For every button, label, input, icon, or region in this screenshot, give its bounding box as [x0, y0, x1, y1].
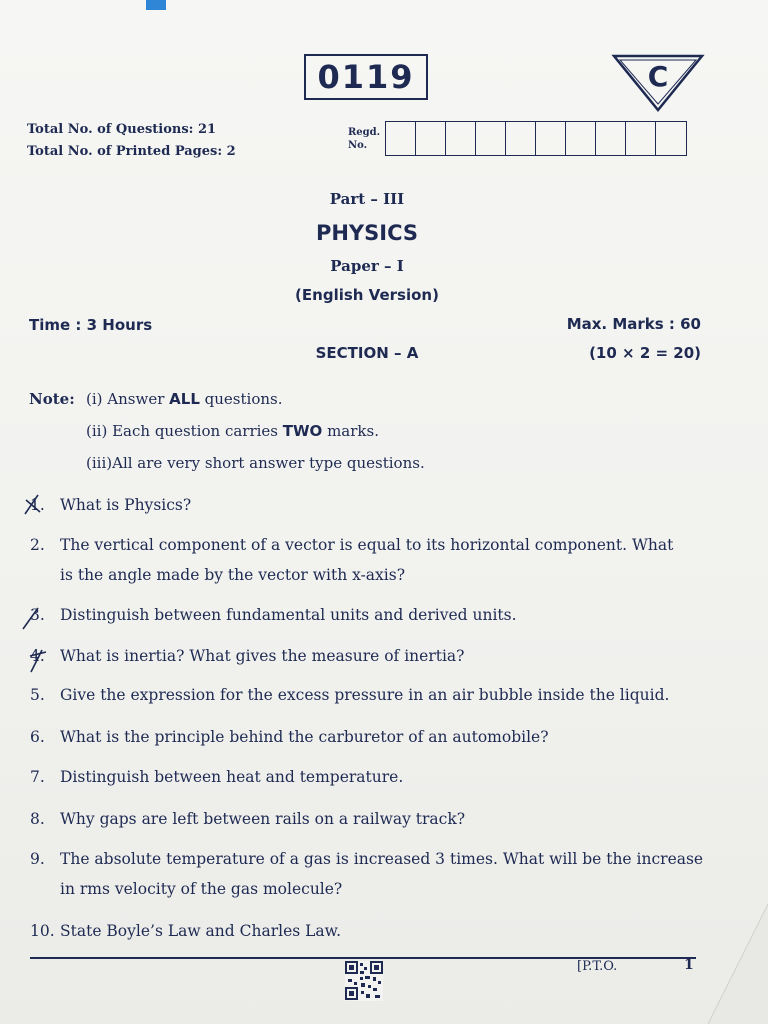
- section-heading: SECTION – A: [315, 344, 419, 362]
- series-triangle-icon: [610, 52, 706, 114]
- regd-number-boxes[interactable]: [385, 121, 687, 156]
- total-printed-pages: Total No. of Printed Pages: 2: [27, 144, 236, 159]
- question-number: 6.: [30, 728, 45, 746]
- question-number: 4.: [30, 647, 45, 665]
- note-item: [86, 390, 282, 408]
- question-item: [30, 762, 720, 792]
- question-text: Distinguish between fundamental units and derived units.: [60, 606, 517, 624]
- marks-allocation: (10 × 2 = 20): [589, 344, 701, 362]
- question-text-continued: in rms velocity of the gas molecule?: [60, 880, 343, 898]
- question-text: What is inertia? What gives the measure of inertia?: [60, 647, 465, 665]
- question-text: State Boyle’s Law and Charles Law.: [60, 922, 342, 940]
- series-letter: C: [647, 60, 669, 93]
- question-item: [30, 844, 720, 904]
- note-item-text-end: questions.: [199, 390, 283, 408]
- page-fold-corner: [678, 904, 768, 1024]
- note-item-emphasis: ALL: [169, 390, 200, 408]
- question-text: The vertical component of a vector is equal to its horizontal component. What: [60, 536, 674, 554]
- question-item: [30, 804, 720, 834]
- question-text: Why gaps are left between rails on a railway track?: [60, 810, 466, 828]
- question-text: What is Physics?: [60, 496, 192, 514]
- regd-digit-box[interactable]: [656, 122, 686, 155]
- note-label: Note:: [29, 390, 75, 408]
- regd-label-line2: No.: [348, 140, 368, 151]
- regd-digit-box[interactable]: [506, 122, 536, 155]
- paper-code: 0119: [317, 58, 415, 96]
- time-allowed: Time : 3 Hours: [29, 316, 153, 334]
- question-text: The absolute temperature of a gas is increased 3 times. What will be the increase: [60, 850, 704, 868]
- note-item-text: All are very short answer type questions.: [112, 454, 425, 472]
- question-number: 10.: [30, 922, 55, 940]
- paper-number: Paper – I: [330, 257, 404, 275]
- pen-tick-mark-icon: [20, 604, 44, 632]
- max-marks: Max. Marks : 60: [566, 315, 701, 333]
- regd-digit-box[interactable]: [596, 122, 626, 155]
- language-version: (English Version): [295, 286, 439, 304]
- total-questions: Total No. of Questions: 21: [27, 122, 217, 137]
- pto-marker: [P.T.O.: [577, 959, 618, 974]
- paper-code-box: [304, 54, 428, 100]
- pen-tick-mark-icon: [22, 492, 46, 518]
- question-number: 8.: [30, 810, 45, 828]
- note-item: [86, 454, 425, 472]
- note-item-number: (ii): [86, 422, 108, 440]
- top-edge-tab: [146, 0, 166, 10]
- note-item-text: Answer: [107, 390, 170, 408]
- subject-title: PHYSICS: [315, 221, 419, 245]
- regd-label-line1: Regd.: [348, 127, 381, 138]
- question-item: [30, 916, 720, 946]
- regd-digit-box[interactable]: [626, 122, 656, 155]
- regd-digit-box[interactable]: [416, 122, 446, 155]
- pen-tick-mark-icon: [26, 646, 50, 674]
- note-item-text-end: marks.: [322, 422, 379, 440]
- question-item: [30, 600, 720, 630]
- note-item-text: Each question carries: [112, 422, 283, 440]
- note-item-number: (i): [86, 390, 103, 408]
- question-item: [30, 641, 720, 671]
- question-item: [30, 680, 720, 710]
- regd-digit-box[interactable]: [446, 122, 476, 155]
- question-number: 9.: [30, 850, 45, 868]
- question-number: 1.: [30, 496, 45, 514]
- page-number: 1: [684, 957, 694, 973]
- regd-digit-box[interactable]: [536, 122, 566, 155]
- question-text: Distinguish between heat and temperature.: [60, 768, 404, 786]
- question-item: [30, 530, 720, 590]
- question-text: What is the principle behind the carburetor of an automobile?: [60, 728, 549, 746]
- question-number: 7.: [30, 768, 45, 786]
- question-number: 3.: [30, 606, 45, 624]
- question-item: [30, 722, 720, 752]
- regd-digit-box[interactable]: [476, 122, 506, 155]
- qr-code-icon: [345, 961, 383, 1001]
- note-item-number: (iii): [86, 454, 113, 472]
- regd-digit-box[interactable]: [566, 122, 596, 155]
- question-text: Give the expression for the excess pressure in an air bubble inside the liquid.: [60, 686, 670, 704]
- regd-digit-box[interactable]: [386, 122, 416, 155]
- note-item-emphasis: TWO: [282, 422, 323, 440]
- question-text-continued: is the angle made by the vector with x-axis?: [60, 566, 406, 584]
- regd-label: [348, 126, 380, 152]
- part-heading: Part – III: [329, 190, 405, 208]
- question-number: 2.: [30, 536, 45, 554]
- note-item: [86, 422, 379, 440]
- question-item: [30, 490, 720, 520]
- question-number: 5.: [30, 686, 45, 704]
